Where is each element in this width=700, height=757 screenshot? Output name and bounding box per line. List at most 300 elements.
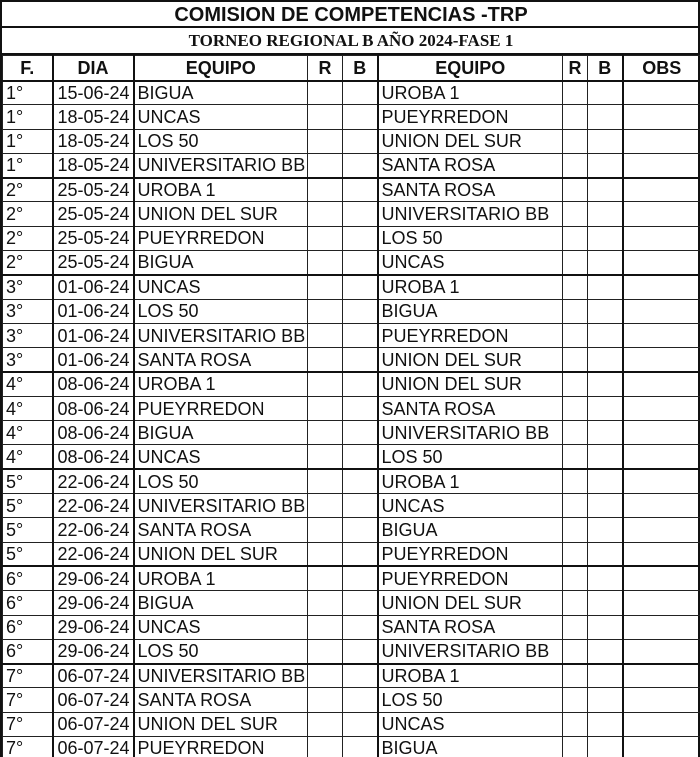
obs-cell[interactable] [623, 348, 700, 372]
away-team-cell[interactable] [378, 105, 563, 129]
date-cell[interactable] [53, 396, 134, 420]
away-team-cell[interactable] [378, 129, 563, 153]
obs-cell[interactable] [623, 105, 700, 129]
home-r-cell[interactable] [308, 737, 343, 757]
home-r-cell[interactable] [308, 178, 343, 202]
away-team-cell[interactable] [378, 251, 563, 275]
obs-cell[interactable] [623, 396, 700, 420]
obs-cell[interactable] [623, 591, 700, 615]
away-r-cell[interactable] [563, 494, 588, 518]
table-header-row [3, 56, 700, 81]
away-team-cell[interactable] [378, 688, 563, 712]
fecha-cell[interactable] [3, 639, 53, 663]
home-r-cell[interactable] [308, 518, 343, 542]
fecha-cell[interactable] [3, 396, 53, 420]
fecha-cell-text: 7° [6, 738, 24, 757]
away-r-cell[interactable] [563, 372, 588, 396]
date-cell[interactable] [53, 348, 134, 372]
table-row [3, 566, 700, 590]
away-r-cell[interactable] [563, 737, 588, 757]
away-team-cell[interactable] [378, 469, 563, 493]
home-b-cell[interactable] [343, 591, 378, 615]
away-b-cell[interactable] [588, 105, 623, 129]
home-team-cell-text: UNION DEL SUR [137, 714, 278, 735]
home-b-cell[interactable] [343, 396, 378, 420]
home-r-cell[interactable] [308, 615, 343, 639]
away-team-cell-text: LOS 50 [381, 690, 443, 711]
fecha-cell[interactable] [3, 566, 53, 590]
home-b-cell[interactable] [343, 615, 378, 639]
obs-cell[interactable] [623, 712, 700, 736]
away-team-cell[interactable] [378, 202, 563, 226]
home-team-cell[interactable] [134, 323, 308, 347]
home-r-cell[interactable] [308, 129, 343, 153]
home-b-cell[interactable] [343, 688, 378, 712]
home-b-cell[interactable] [343, 251, 378, 275]
obs-cell[interactable] [623, 153, 700, 177]
away-b-cell[interactable] [588, 639, 623, 663]
home-team-cell[interactable] [134, 348, 308, 372]
away-team-cell-text: UNION DEL SUR [381, 374, 522, 395]
away-r-cell[interactable] [563, 275, 588, 299]
away-team-cell[interactable] [378, 542, 563, 566]
away-r-cell[interactable] [563, 81, 588, 105]
home-team-cell[interactable] [134, 153, 308, 177]
table-row [3, 105, 700, 129]
fecha-cell[interactable] [3, 226, 53, 250]
away-r-cell[interactable] [563, 299, 588, 323]
fecha-cell[interactable] [3, 615, 53, 639]
away-r-cell[interactable] [563, 105, 588, 129]
date-cell[interactable] [53, 445, 134, 469]
obs-cell[interactable] [623, 615, 700, 639]
home-r-cell[interactable] [308, 153, 343, 177]
obs-cell[interactable] [623, 421, 700, 445]
fecha-cell-text: 5° [6, 519, 24, 540]
away-r-cell[interactable] [563, 712, 588, 736]
away-r-cell[interactable] [563, 615, 588, 639]
away-b-cell[interactable] [588, 591, 623, 615]
away-b-cell[interactable] [588, 251, 623, 275]
home-team-cell[interactable] [134, 421, 308, 445]
away-r-cell[interactable] [563, 421, 588, 445]
away-b-cell[interactable] [588, 202, 623, 226]
fecha-cell[interactable] [3, 469, 53, 493]
date-cell[interactable] [53, 421, 134, 445]
away-team-cell-text: UNION DEL SUR [381, 131, 522, 152]
away-team-cell[interactable] [378, 372, 563, 396]
away-b-cell[interactable] [588, 542, 623, 566]
home-r-cell[interactable] [308, 202, 343, 226]
away-b-cell[interactable] [588, 494, 623, 518]
home-r-cell[interactable] [308, 445, 343, 469]
fecha-cell[interactable] [3, 542, 53, 566]
home-b-cell[interactable] [343, 542, 378, 566]
table-row [3, 153, 700, 177]
date-cell[interactable] [53, 105, 134, 129]
date-cell[interactable] [53, 469, 134, 493]
away-team-cell-text: PUEYRREDON [381, 325, 509, 346]
away-team-cell[interactable] [378, 275, 563, 299]
away-b-cell[interactable] [588, 469, 623, 493]
away-team-cell-text: UNCAS [381, 495, 445, 516]
date-cell[interactable] [53, 275, 134, 299]
home-r-cell[interactable] [308, 712, 343, 736]
fecha-cell[interactable] [3, 129, 53, 153]
home-b-cell[interactable] [343, 178, 378, 202]
away-r-cell[interactable] [563, 348, 588, 372]
away-b-cell[interactable] [588, 129, 623, 153]
away-team-cell-text: BIGUA [381, 301, 438, 322]
home-team-cell[interactable] [134, 664, 308, 688]
fecha-cell[interactable] [3, 494, 53, 518]
home-r-cell[interactable] [308, 688, 343, 712]
home-b-cell[interactable] [343, 518, 378, 542]
home-team-cell[interactable] [134, 275, 308, 299]
fecha-cell[interactable] [3, 323, 53, 347]
away-team-cell[interactable] [378, 178, 563, 202]
home-team-cell[interactable] [134, 542, 308, 566]
table-row [3, 348, 700, 372]
away-team-cell[interactable] [378, 615, 563, 639]
fecha-cell-text: 7° [6, 714, 24, 735]
home-team-cell[interactable] [134, 639, 308, 663]
away-team-cell[interactable] [378, 737, 563, 757]
home-team-cell[interactable] [134, 299, 308, 323]
date-cell[interactable] [53, 372, 134, 396]
away-b-cell[interactable] [588, 396, 623, 420]
home-team-cell[interactable] [134, 566, 308, 590]
away-r-cell[interactable] [563, 518, 588, 542]
away-b-cell[interactable] [588, 348, 623, 372]
home-team-cell-text: UNION DEL SUR [137, 204, 278, 225]
fecha-cell-text: 6° [6, 617, 24, 638]
obs-cell[interactable] [623, 518, 700, 542]
away-b-cell[interactable] [588, 153, 623, 177]
away-team-cell[interactable] [378, 421, 563, 445]
home-b-cell[interactable] [343, 299, 378, 323]
away-r-cell[interactable] [563, 226, 588, 250]
away-team-cell[interactable] [378, 639, 563, 663]
away-team-cell[interactable] [378, 591, 563, 615]
date-cell[interactable] [53, 664, 134, 688]
date-cell-text: 18-05-24 [57, 155, 130, 176]
obs-cell[interactable] [623, 299, 700, 323]
home-b-cell[interactable] [343, 664, 378, 688]
sheet-subtitle: TORNEO REGIONAL B AÑO 2024-FASE 1 [2, 28, 700, 55]
home-team-cell[interactable] [134, 688, 308, 712]
date-cell-text: 18-05-24 [57, 106, 130, 127]
fecha-cell[interactable] [3, 737, 53, 757]
home-team-cell[interactable] [134, 105, 308, 129]
away-b-cell[interactable] [588, 445, 623, 469]
home-team-cell[interactable] [134, 494, 308, 518]
away-team-cell[interactable] [378, 396, 563, 420]
home-r-cell[interactable] [308, 639, 343, 663]
away-b-cell[interactable] [588, 664, 623, 688]
date-cell[interactable] [53, 518, 134, 542]
fecha-cell-text: 2° [6, 204, 24, 225]
date-cell[interactable] [53, 323, 134, 347]
away-team-cell[interactable] [378, 226, 563, 250]
obs-cell[interactable] [623, 275, 700, 299]
away-r-cell[interactable] [563, 639, 588, 663]
home-b-cell[interactable] [343, 421, 378, 445]
away-r-cell[interactable] [563, 153, 588, 177]
fecha-cell-text: 7° [6, 690, 24, 711]
fecha-cell[interactable] [3, 518, 53, 542]
obs-cell[interactable] [623, 81, 700, 105]
away-r-cell[interactable] [563, 688, 588, 712]
fecha-cell[interactable] [3, 299, 53, 323]
away-b-cell[interactable] [588, 712, 623, 736]
obs-cell[interactable] [623, 323, 700, 347]
home-team-cell[interactable] [134, 251, 308, 275]
away-team-cell[interactable] [378, 566, 563, 590]
fecha-cell[interactable] [3, 202, 53, 226]
home-team-cell[interactable] [134, 129, 308, 153]
home-team-cell[interactable] [134, 469, 308, 493]
home-team-cell-text: UNCAS [137, 277, 201, 298]
date-cell-text: 06-07-24 [57, 690, 130, 711]
away-r-cell[interactable] [563, 178, 588, 202]
col-header-r-local: R [308, 56, 343, 81]
home-r-cell[interactable] [308, 542, 343, 566]
date-cell[interactable] [53, 688, 134, 712]
home-b-cell[interactable] [343, 81, 378, 105]
home-team-cell[interactable] [134, 81, 308, 105]
home-team-cell-text: UNION DEL SUR [137, 544, 278, 565]
away-b-cell[interactable] [588, 688, 623, 712]
obs-cell[interactable] [623, 469, 700, 493]
away-b-cell[interactable] [588, 737, 623, 757]
fecha-cell[interactable] [3, 105, 53, 129]
home-b-cell[interactable] [343, 105, 378, 129]
away-b-cell[interactable] [588, 81, 623, 105]
home-b-cell[interactable] [343, 372, 378, 396]
fecha-cell[interactable] [3, 664, 53, 688]
home-r-cell[interactable] [308, 372, 343, 396]
away-team-cell[interactable] [378, 712, 563, 736]
away-team-cell[interactable] [378, 323, 563, 347]
home-r-cell[interactable] [308, 226, 343, 250]
date-cell-text: 08-06-24 [57, 422, 130, 443]
date-cell-text: 25-05-24 [57, 180, 130, 201]
date-cell-text: 29-06-24 [57, 592, 130, 613]
home-r-cell[interactable] [308, 494, 343, 518]
sheet-title: COMISION DE COMPETENCIAS -TRP [2, 0, 700, 28]
obs-cell[interactable] [623, 566, 700, 590]
date-cell[interactable] [53, 494, 134, 518]
home-b-cell[interactable] [343, 737, 378, 757]
away-b-cell[interactable] [588, 421, 623, 445]
home-b-cell[interactable] [343, 323, 378, 347]
home-b-cell[interactable] [343, 712, 378, 736]
away-r-cell[interactable] [563, 251, 588, 275]
obs-cell[interactable] [623, 494, 700, 518]
home-b-cell[interactable] [343, 469, 378, 493]
col-header-fecha: F. [3, 56, 53, 81]
obs-cell[interactable] [623, 202, 700, 226]
obs-cell[interactable] [623, 688, 700, 712]
home-team-cell[interactable] [134, 518, 308, 542]
table-row [3, 445, 700, 469]
obs-cell[interactable] [623, 251, 700, 275]
away-team-cell[interactable] [378, 81, 563, 105]
away-r-cell[interactable] [563, 323, 588, 347]
obs-cell[interactable] [623, 226, 700, 250]
away-b-cell[interactable] [588, 518, 623, 542]
date-cell[interactable] [53, 566, 134, 590]
home-team-cell-text: LOS 50 [137, 471, 199, 492]
home-r-cell[interactable] [308, 299, 343, 323]
home-r-cell[interactable] [308, 469, 343, 493]
away-r-cell[interactable] [563, 542, 588, 566]
away-r-cell[interactable] [563, 202, 588, 226]
home-team-cell[interactable] [134, 591, 308, 615]
away-team-cell-text: BIGUA [381, 738, 438, 757]
away-team-cell[interactable] [378, 445, 563, 469]
date-cell[interactable] [53, 639, 134, 663]
away-r-cell[interactable] [563, 591, 588, 615]
home-r-cell[interactable] [308, 275, 343, 299]
home-team-cell[interactable] [134, 202, 308, 226]
home-r-cell[interactable] [308, 251, 343, 275]
date-cell[interactable] [53, 129, 134, 153]
away-b-cell[interactable] [588, 615, 623, 639]
obs-cell[interactable] [623, 542, 700, 566]
fecha-cell[interactable] [3, 591, 53, 615]
date-cell[interactable] [53, 299, 134, 323]
fecha-cell-text: 4° [6, 398, 24, 419]
home-r-cell[interactable] [308, 664, 343, 688]
away-b-cell[interactable] [588, 226, 623, 250]
home-team-cell-text: SANTA ROSA [137, 519, 252, 540]
home-team-cell-text: UNCAS [137, 617, 201, 638]
home-b-cell[interactable] [343, 566, 378, 590]
home-team-cell[interactable] [134, 178, 308, 202]
fecha-cell[interactable] [3, 251, 53, 275]
home-team-cell[interactable] [134, 445, 308, 469]
away-b-cell[interactable] [588, 372, 623, 396]
home-team-cell[interactable] [134, 372, 308, 396]
home-team-cell[interactable] [134, 737, 308, 757]
fecha-cell[interactable] [3, 81, 53, 105]
away-r-cell[interactable] [563, 445, 588, 469]
home-team-cell[interactable] [134, 396, 308, 420]
date-cell[interactable] [53, 615, 134, 639]
obs-cell[interactable] [623, 639, 700, 663]
away-r-cell[interactable] [563, 566, 588, 590]
away-r-cell[interactable] [563, 664, 588, 688]
date-cell[interactable] [53, 737, 134, 757]
date-cell[interactable] [53, 712, 134, 736]
home-r-cell[interactable] [308, 81, 343, 105]
date-cell-text: 08-06-24 [57, 398, 130, 419]
away-r-cell[interactable] [563, 129, 588, 153]
away-r-cell[interactable] [563, 469, 588, 493]
date-cell[interactable] [53, 226, 134, 250]
home-b-cell[interactable] [343, 445, 378, 469]
date-cell[interactable] [53, 542, 134, 566]
home-b-cell[interactable] [343, 639, 378, 663]
home-team-cell-text: PUEYRREDON [137, 738, 265, 757]
fecha-cell-text: 4° [6, 422, 24, 443]
home-team-cell[interactable] [134, 712, 308, 736]
fecha-cell[interactable] [3, 445, 53, 469]
home-r-cell[interactable] [308, 396, 343, 420]
home-b-cell[interactable] [343, 226, 378, 250]
date-cell[interactable] [53, 81, 134, 105]
date-cell[interactable] [53, 178, 134, 202]
obs-cell[interactable] [623, 129, 700, 153]
table-row [3, 591, 700, 615]
home-r-cell[interactable] [308, 591, 343, 615]
home-team-cell[interactable] [134, 615, 308, 639]
fecha-cell[interactable] [3, 178, 53, 202]
away-b-cell[interactable] [588, 566, 623, 590]
home-b-cell[interactable] [343, 348, 378, 372]
away-b-cell[interactable] [588, 323, 623, 347]
obs-cell[interactable] [623, 372, 700, 396]
away-team-cell[interactable] [378, 153, 563, 177]
away-team-cell[interactable] [378, 518, 563, 542]
home-b-cell[interactable] [343, 202, 378, 226]
date-cell[interactable] [53, 251, 134, 275]
obs-cell[interactable] [623, 178, 700, 202]
home-r-cell[interactable] [308, 105, 343, 129]
home-team-cell-text: LOS 50 [137, 131, 199, 152]
obs-cell[interactable] [623, 737, 700, 757]
home-b-cell[interactable] [343, 129, 378, 153]
away-team-cell-text: UROBA 1 [381, 277, 460, 298]
date-cell-text: 15-06-24 [57, 82, 130, 103]
away-team-cell[interactable] [378, 348, 563, 372]
obs-cell[interactable] [623, 664, 700, 688]
date-cell-text: 22-06-24 [57, 471, 130, 492]
fecha-cell[interactable] [3, 275, 53, 299]
home-r-cell[interactable] [308, 323, 343, 347]
away-team-cell[interactable] [378, 299, 563, 323]
away-team-cell[interactable] [378, 494, 563, 518]
date-cell[interactable] [53, 202, 134, 226]
fecha-cell[interactable] [3, 688, 53, 712]
obs-cell[interactable] [623, 445, 700, 469]
date-cell[interactable] [53, 153, 134, 177]
home-b-cell[interactable] [343, 153, 378, 177]
date-cell[interactable] [53, 591, 134, 615]
away-team-cell[interactable] [378, 664, 563, 688]
table-row [3, 299, 700, 323]
home-b-cell[interactable] [343, 494, 378, 518]
fecha-cell[interactable] [3, 348, 53, 372]
home-team-cell[interactable] [134, 226, 308, 250]
away-b-cell[interactable] [588, 299, 623, 323]
away-r-cell[interactable] [563, 396, 588, 420]
away-b-cell[interactable] [588, 178, 623, 202]
home-r-cell[interactable] [308, 566, 343, 590]
home-team-cell-text: UNIVERSITARIO BB [137, 666, 306, 687]
fecha-cell[interactable] [3, 712, 53, 736]
away-b-cell[interactable] [588, 275, 623, 299]
away-team-cell-text: LOS 50 [381, 228, 443, 249]
home-b-cell[interactable] [343, 275, 378, 299]
home-r-cell[interactable] [308, 421, 343, 445]
home-r-cell[interactable] [308, 348, 343, 372]
fecha-cell[interactable] [3, 153, 53, 177]
fecha-cell[interactable] [3, 421, 53, 445]
fecha-cell[interactable] [3, 372, 53, 396]
